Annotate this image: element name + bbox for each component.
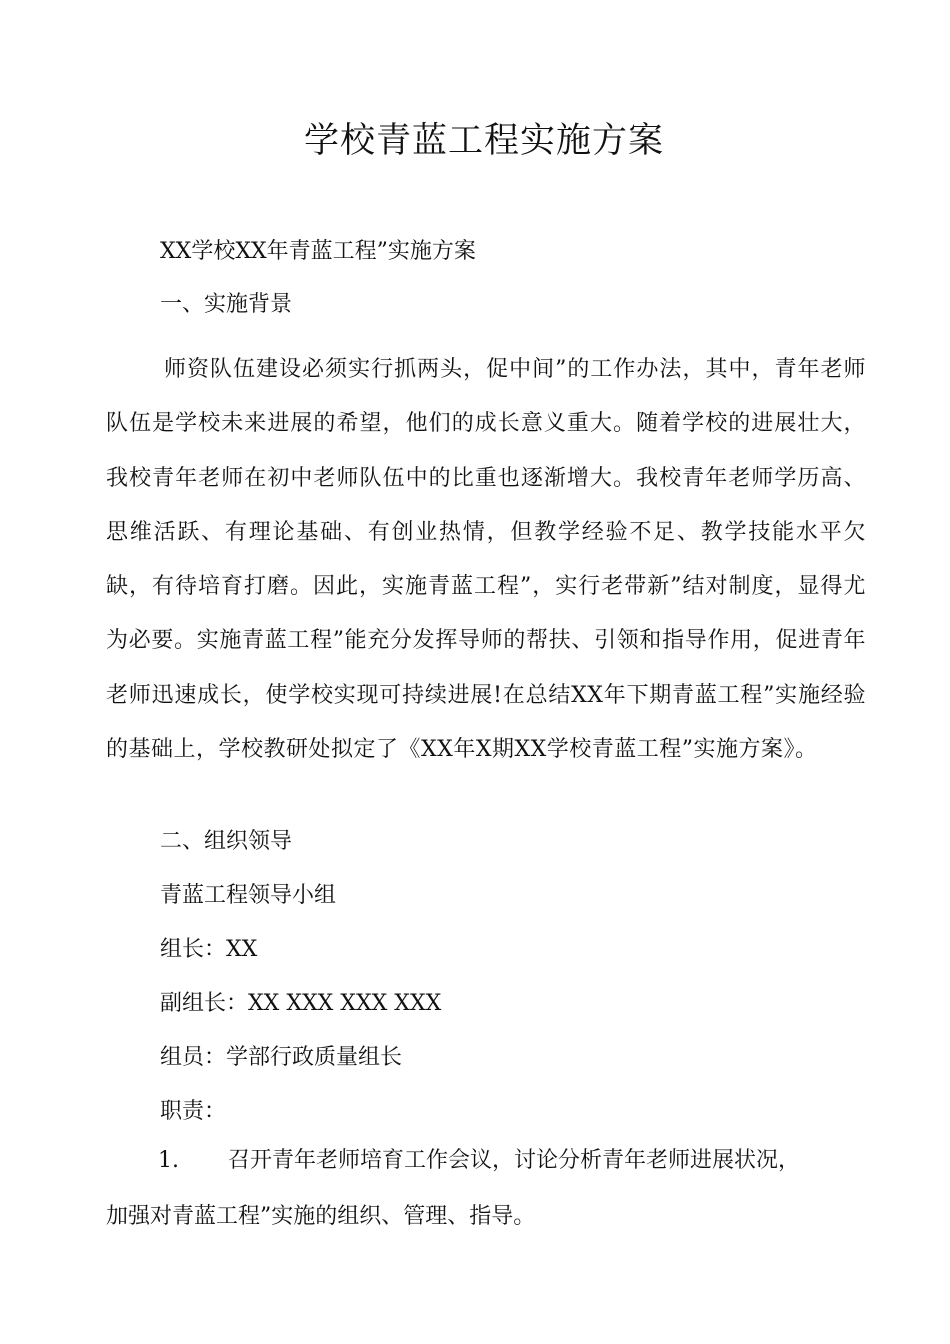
duty-list-item: [106, 1133, 806, 1245]
group-members: 组员：学部行政质量组长: [160, 1045, 403, 1070]
background-paragraph: 师资队伍建设必须实行抓两头，促中间”的工作办法，其中，青年老师队伍是学校未来进展的希望，他们的成长意义重大。随着学校的进展壮大，我校青年老师在初中老师队伍中的比重也逐渐增大。我校青年老师学历高、思维活跃、有理论基础、有创业热情，但教学经验不足、教学技能水平欠缺，有待培育打磨。因此，实施青蓝工程”，实行老带新”结对制度，显得尤为必要。实施青蓝工程”能充分发挥导师的帮扶、引领和指导作用，促进青年老师迅速成长，使学校实现可持续进展!在总结XX年下期青蓝工程”实施经验的基础上，学校教研处拟定了《XX年X期XX学校青蓝工程”实施方案》。: [106, 357, 866, 763]
leadership-group-name: 青蓝工程领导小组: [160, 883, 337, 908]
section-heading-background: 一、实施背景: [160, 292, 293, 317]
duties-label: 职责：: [160, 1099, 227, 1124]
vice-group-leader: 副组长：XX XXX XXX XXX: [160, 991, 442, 1016]
duty-item-text: 召开青年老师培育工作会议，讨论分析青年老师进展状况，加强对青蓝工程”实施的组织、管理、指导。: [106, 1148, 801, 1229]
document-subtitle: XX学校XX年青蓝工程”实施方案: [160, 239, 476, 264]
group-leader: 组长：XX: [160, 937, 258, 962]
duty-item-number: 1.: [158, 1148, 179, 1173]
document-title: 学校青蓝工程实施方案: [303, 121, 664, 161]
section-heading-organization: 二、组织领导: [160, 829, 293, 854]
